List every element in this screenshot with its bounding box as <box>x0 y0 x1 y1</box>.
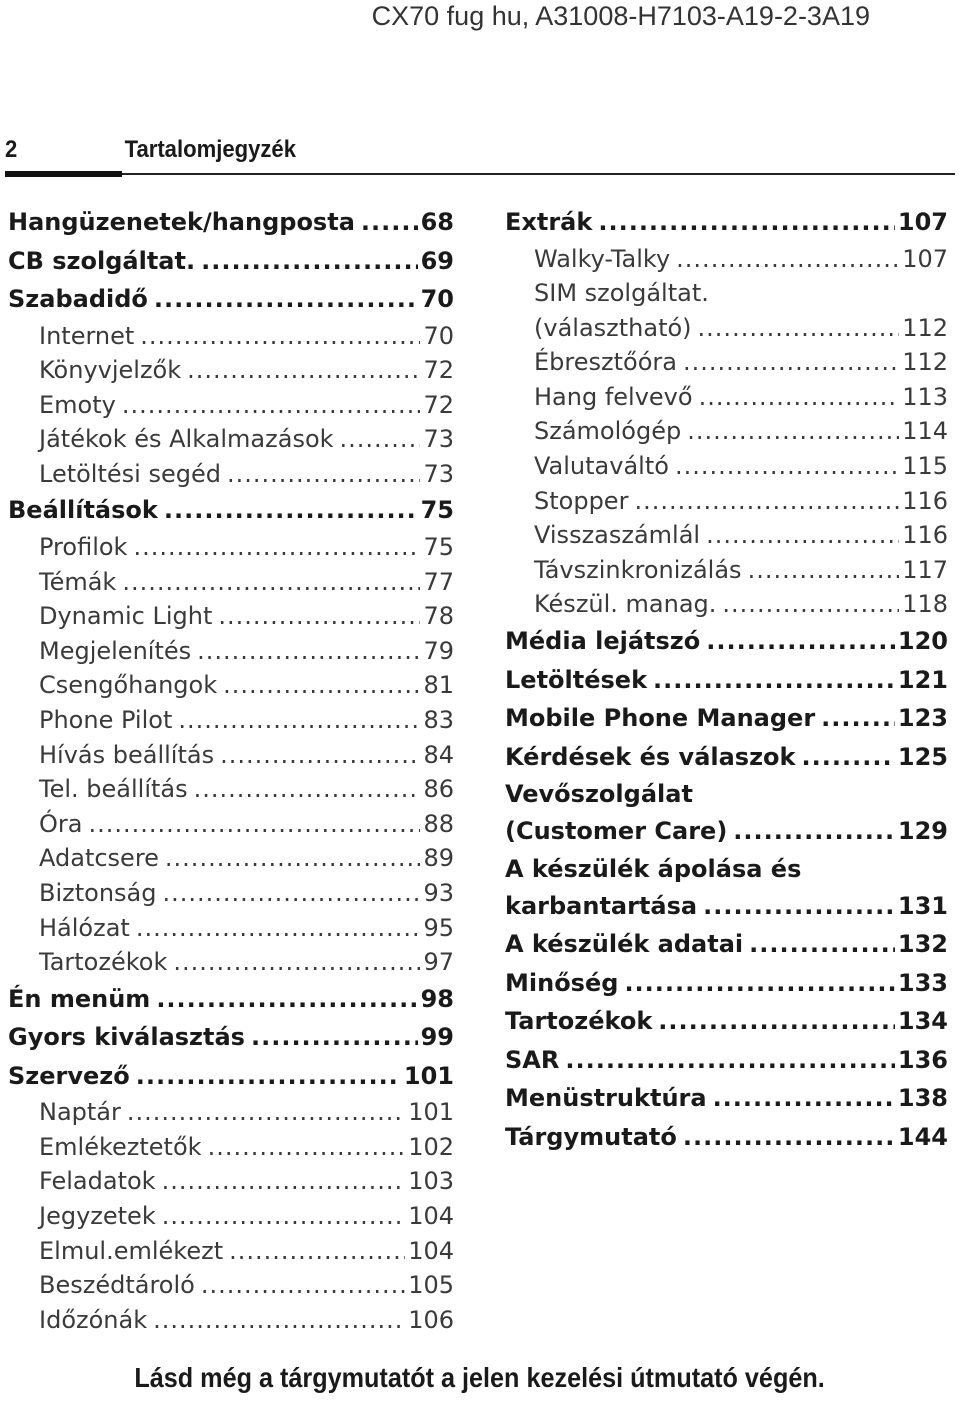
dot-leader <box>122 388 421 423</box>
toc-entry-title: Visszaszámlál <box>534 521 701 550</box>
toc-entry[interactable] <box>505 1079 948 1118</box>
toc-page-number: 115 <box>902 452 948 481</box>
dot-leader <box>733 812 895 851</box>
toc-entry-title: Szervező <box>8 1061 130 1090</box>
toc-entry-title: Én menüm <box>8 984 151 1013</box>
toc-entry-line <box>505 276 948 311</box>
toc-page-number: 106 <box>408 1305 454 1334</box>
dot-leader <box>178 703 420 738</box>
toc-entry[interactable] <box>8 242 454 281</box>
toc-entry[interactable] <box>505 1041 948 1080</box>
dot-leader <box>748 553 900 588</box>
toc-entry[interactable] <box>505 699 948 738</box>
toc-entry[interactable] <box>8 876 454 911</box>
toc-entry[interactable] <box>8 203 454 242</box>
toc-page-number: 121 <box>897 665 948 694</box>
toc-page-number: 73 <box>423 459 454 488</box>
toc-entry[interactable] <box>505 380 948 415</box>
toc-page-number: 105 <box>408 1271 454 1300</box>
toc-entry-title: Számológép <box>534 417 682 446</box>
toc-page-number: 113 <box>902 382 948 411</box>
toc-entry[interactable] <box>505 661 948 700</box>
dot-leader <box>218 599 420 634</box>
dot-leader <box>687 414 899 449</box>
toc-entry-title: Emoty <box>39 390 116 419</box>
toc-entry-title: Készül. manag. <box>534 590 717 619</box>
dot-leader <box>634 484 899 519</box>
toc-page-number: 72 <box>423 356 454 385</box>
toc-entry[interactable] <box>8 280 454 319</box>
toc-entry-title: (Customer Care) <box>505 817 728 846</box>
toc-page-number: 104 <box>408 1236 454 1265</box>
toc-entry-title: CB szolgáltat. <box>8 246 196 275</box>
toc-page-number: 75 <box>420 496 454 525</box>
toc-entry[interactable] <box>8 353 454 388</box>
dot-leader <box>802 738 895 777</box>
toc-entry[interactable] <box>8 1018 454 1057</box>
toc-entry[interactable] <box>8 1130 454 1165</box>
toc-page-number: 98 <box>420 984 454 1013</box>
toc-page-number: 81 <box>423 671 454 700</box>
toc-page-number: 123 <box>897 704 948 733</box>
toc-right-column <box>505 203 948 1156</box>
toc-entry-title: Valutaváltó <box>534 452 669 481</box>
toc-entry-title: Elmul.emlékezt <box>39 1236 224 1265</box>
toc-entry-title: Hívás beállítás <box>39 740 215 769</box>
toc-page-number: 118 <box>902 590 948 619</box>
header-rule-accent <box>5 171 122 177</box>
toc-page-number: 75 <box>423 532 454 561</box>
dot-leader <box>722 587 899 622</box>
toc-entry-title: Minőség <box>505 968 619 997</box>
toc-entry-title: Tartozékok <box>39 948 168 977</box>
toc-page-number: 116 <box>902 521 948 550</box>
dot-leader <box>208 1130 406 1165</box>
toc-entry[interactable] <box>8 738 454 773</box>
toc-page-number: 144 <box>897 1122 948 1151</box>
toc-entry[interactable] <box>8 491 454 530</box>
toc-entry-title: Média lejátszó <box>505 627 701 656</box>
toc-entry[interactable] <box>8 599 454 634</box>
toc-entry[interactable] <box>8 703 454 738</box>
dot-leader <box>229 1234 405 1269</box>
toc-entry-title: Emlékeztetők <box>39 1132 202 1161</box>
toc-page-number: 99 <box>420 1023 454 1052</box>
toc-entry-title: Biztonság <box>39 878 157 907</box>
toc-page-number: 86 <box>423 775 454 804</box>
toc-entry[interactable] <box>8 1268 454 1303</box>
toc-entry-title: Óra <box>39 809 83 838</box>
dot-leader <box>703 887 895 926</box>
toc-entry[interactable] <box>505 622 948 661</box>
toc-entry[interactable] <box>505 311 948 346</box>
dot-leader <box>140 319 420 354</box>
dot-leader <box>223 668 420 703</box>
document-id: CX70 fug hu, A31008-H7103-A19-2-3A19 <box>371 1 870 31</box>
toc-entry[interactable] <box>505 484 948 519</box>
toc-entry[interactable] <box>8 1057 454 1096</box>
dot-leader <box>653 661 895 700</box>
toc-entry-title: A készülék ápolása és <box>505 854 802 883</box>
dot-leader <box>201 242 418 281</box>
dot-leader <box>675 449 899 484</box>
toc-entry[interactable] <box>8 807 454 842</box>
toc-entry-title: A készülék adatai <box>505 930 744 959</box>
toc-entry[interactable] <box>505 587 948 622</box>
toc-entry[interactable] <box>8 945 454 980</box>
toc-entry-title: Gyors kiválasztás <box>8 1023 245 1052</box>
toc-entry-title: Időzónák <box>39 1305 148 1334</box>
toc-entry[interactable] <box>8 422 454 457</box>
toc-entry-line <box>505 776 948 812</box>
toc-page-number: 117 <box>902 555 948 584</box>
toc-page-number: 101 <box>403 1061 454 1090</box>
footer-text: Lásd még a tárgymutatót a jelen kezelési útmutató végén. <box>134 1362 826 1393</box>
toc-entry[interactable] <box>505 553 948 588</box>
dot-leader <box>598 203 895 242</box>
toc-entry-title: Letöltések <box>505 665 648 694</box>
toc-entry-title: Beállítások <box>8 496 158 525</box>
toc-entry-title: Adatcsere <box>39 844 159 873</box>
toc-entry[interactable] <box>505 887 948 926</box>
toc-entry[interactable] <box>8 530 454 565</box>
toc-entry-title: Jegyzetek <box>39 1201 156 1230</box>
toc-entry-title: Tárgymutató <box>505 1122 677 1151</box>
dot-leader <box>88 807 420 842</box>
dot-leader <box>122 565 420 600</box>
toc-page-number: 138 <box>897 1084 948 1113</box>
toc-entry-title: Profilok <box>39 532 128 561</box>
dot-leader <box>624 964 894 1003</box>
toc-entry-title: Stopper <box>534 486 629 515</box>
dot-leader <box>565 1041 895 1080</box>
dot-leader <box>165 841 421 876</box>
toc-entry-title: Phone Pilot <box>39 705 173 734</box>
toc-page-number: 70 <box>423 321 454 350</box>
toc-page-number: 101 <box>408 1098 454 1127</box>
toc-page-number: 136 <box>897 1045 948 1074</box>
dot-leader <box>136 911 421 946</box>
toc-left-column <box>8 203 454 1337</box>
header-rule <box>5 173 955 175</box>
dot-leader <box>821 699 895 738</box>
toc-page-number: 107 <box>902 244 948 273</box>
toc-entry[interactable] <box>505 518 948 553</box>
toc-entry-title: Távszinkronizálás <box>534 555 742 584</box>
dot-leader <box>197 634 420 669</box>
toc-entry-title: Walky-Talky <box>534 244 671 273</box>
toc-entry-title: Letöltési segéd <box>39 459 221 488</box>
toc-entry-title: Játékok és Alkalmazások <box>39 425 334 454</box>
dot-leader <box>713 1079 895 1118</box>
toc-entry-line <box>505 851 948 887</box>
toc-entry[interactable] <box>505 964 948 1003</box>
toc-page-number: 107 <box>897 208 948 236</box>
toc-page-number: 97 <box>423 948 454 977</box>
dot-leader <box>658 1002 895 1041</box>
toc-entry-title: Feladatok <box>39 1167 156 1196</box>
toc-page-number: 77 <box>423 567 454 596</box>
dot-leader <box>164 491 418 530</box>
toc-entry-title: Naptár <box>39 1098 121 1127</box>
toc-entry-title: Szabadidő <box>8 285 148 313</box>
toc-page-number: 125 <box>897 742 948 771</box>
toc-entry[interactable] <box>505 203 948 242</box>
toc-page-number: 72 <box>423 390 454 419</box>
toc-page-number: 83 <box>423 705 454 734</box>
toc-entry[interactable] <box>505 242 948 277</box>
dot-leader <box>154 280 418 319</box>
toc-entry-title: Internet <box>39 321 135 350</box>
toc-entry[interactable] <box>505 414 948 449</box>
toc-page-number: 73 <box>423 425 454 454</box>
toc-entry-title: Csengőhangok <box>39 671 218 700</box>
toc-page-number: 69 <box>420 246 454 275</box>
toc-entry[interactable] <box>8 565 454 600</box>
dot-leader <box>749 925 895 964</box>
page-title: Tartalomjegyzék <box>124 136 296 163</box>
toc-entry-title: Mobile Phone Manager <box>505 704 816 733</box>
toc-entry-title: Menüstruktúra <box>505 1084 707 1113</box>
toc-entry[interactable] <box>8 634 454 669</box>
toc-entry[interactable] <box>505 812 948 851</box>
toc-entry[interactable] <box>8 1303 454 1338</box>
toc-page-number: 88 <box>423 809 454 838</box>
toc-entry[interactable] <box>8 668 454 703</box>
dot-leader <box>706 518 899 553</box>
toc-entry[interactable] <box>505 925 948 964</box>
toc-page-number: 79 <box>423 636 454 665</box>
toc-page-number: 116 <box>902 486 948 515</box>
toc-entry[interactable] <box>505 1118 948 1157</box>
toc-entry[interactable] <box>8 1199 454 1234</box>
toc-page-number: 114 <box>902 417 948 446</box>
dot-leader <box>683 1118 895 1157</box>
dot-leader <box>676 242 899 277</box>
dot-leader <box>133 530 420 565</box>
dot-leader <box>706 622 895 661</box>
toc-page-number: 104 <box>408 1201 454 1230</box>
toc-entry-title: Extrák <box>505 208 593 236</box>
dot-leader <box>162 1199 405 1234</box>
dot-leader <box>162 876 420 911</box>
dot-leader <box>683 345 899 380</box>
toc-page-number: 129 <box>897 817 948 846</box>
toc-entry[interactable] <box>8 388 454 423</box>
toc-page-number: 112 <box>902 313 948 342</box>
footer-note <box>0 1362 960 1394</box>
toc-entry-title: Hálózat <box>39 913 130 942</box>
toc-entry[interactable] <box>505 1002 948 1041</box>
dot-leader <box>361 203 418 242</box>
toc-page-number: 93 <box>423 878 454 907</box>
dot-leader <box>194 772 421 807</box>
dot-leader <box>162 1164 406 1199</box>
dot-leader <box>127 1095 405 1130</box>
dot-leader <box>153 1303 405 1338</box>
toc-entry[interactable] <box>505 345 948 380</box>
toc-entry[interactable] <box>8 1095 454 1130</box>
dot-leader <box>220 738 420 773</box>
toc-entry[interactable] <box>505 738 948 777</box>
toc-page-number: 103 <box>408 1167 454 1196</box>
dot-leader <box>698 311 900 346</box>
toc-entry-title: Hang felvevő <box>534 382 693 411</box>
toc-entry-title: Tel. beállítás <box>39 775 188 804</box>
dot-leader <box>156 980 417 1019</box>
dot-leader <box>227 457 420 492</box>
toc-entry-title: SAR <box>505 1045 560 1074</box>
toc-page-number: 89 <box>423 844 454 873</box>
toc-page-number: 120 <box>897 627 948 656</box>
toc-entry[interactable] <box>8 980 454 1019</box>
toc-entry-title: Vevőszolgálat <box>505 780 693 809</box>
page-number: 2 <box>5 136 18 163</box>
dot-leader <box>201 1268 405 1303</box>
toc-entry-title: Hangüzenetek/hangposta <box>8 208 355 236</box>
toc-entry-title: Megjelenítés <box>39 636 192 665</box>
toc-entry[interactable] <box>8 457 454 492</box>
toc-page-number: 112 <box>902 348 948 377</box>
toc-page-number: 78 <box>423 602 454 631</box>
toc-entry[interactable] <box>8 911 454 946</box>
dot-leader <box>136 1057 401 1096</box>
toc-page-number: 95 <box>423 913 454 942</box>
dot-leader <box>340 422 421 457</box>
toc-page-number: 68 <box>420 208 454 236</box>
toc-entry[interactable] <box>8 319 454 354</box>
dot-leader <box>173 945 420 980</box>
toc-entry-title: Beszédtároló <box>39 1271 195 1300</box>
toc-entry-title: Tartozékok <box>505 1007 653 1036</box>
toc-entry-title: SIM szolgáltat. <box>534 279 709 308</box>
toc-page-number: 133 <box>897 968 948 997</box>
toc-entry[interactable] <box>8 1164 454 1199</box>
toc-page-number: 84 <box>423 740 454 769</box>
toc-entry-title: Kérdések és válaszok <box>505 742 796 771</box>
dot-leader <box>699 380 900 415</box>
dot-leader <box>187 353 420 388</box>
toc-page-number: 70 <box>420 285 454 313</box>
toc-entry-title: Dynamic Light <box>39 602 213 631</box>
toc-entry-title: Ébresztőóra <box>534 348 677 377</box>
toc-page-number: 131 <box>897 891 948 920</box>
toc-entry[interactable] <box>8 772 454 807</box>
toc-page-number: 134 <box>897 1007 948 1036</box>
toc-page-number: 132 <box>897 930 948 959</box>
toc-entry[interactable] <box>8 1234 454 1269</box>
toc-entry[interactable] <box>505 449 948 484</box>
toc-entry-title: Könyvjelzők <box>39 356 182 385</box>
toc-entry[interactable] <box>8 841 454 876</box>
toc-page-number: 102 <box>408 1132 454 1161</box>
toc-entry-title: Témák <box>39 567 117 596</box>
toc-entry-title: karbantartása <box>505 891 698 920</box>
dot-leader <box>251 1018 418 1057</box>
toc-entry-title: (választható) <box>534 313 692 342</box>
